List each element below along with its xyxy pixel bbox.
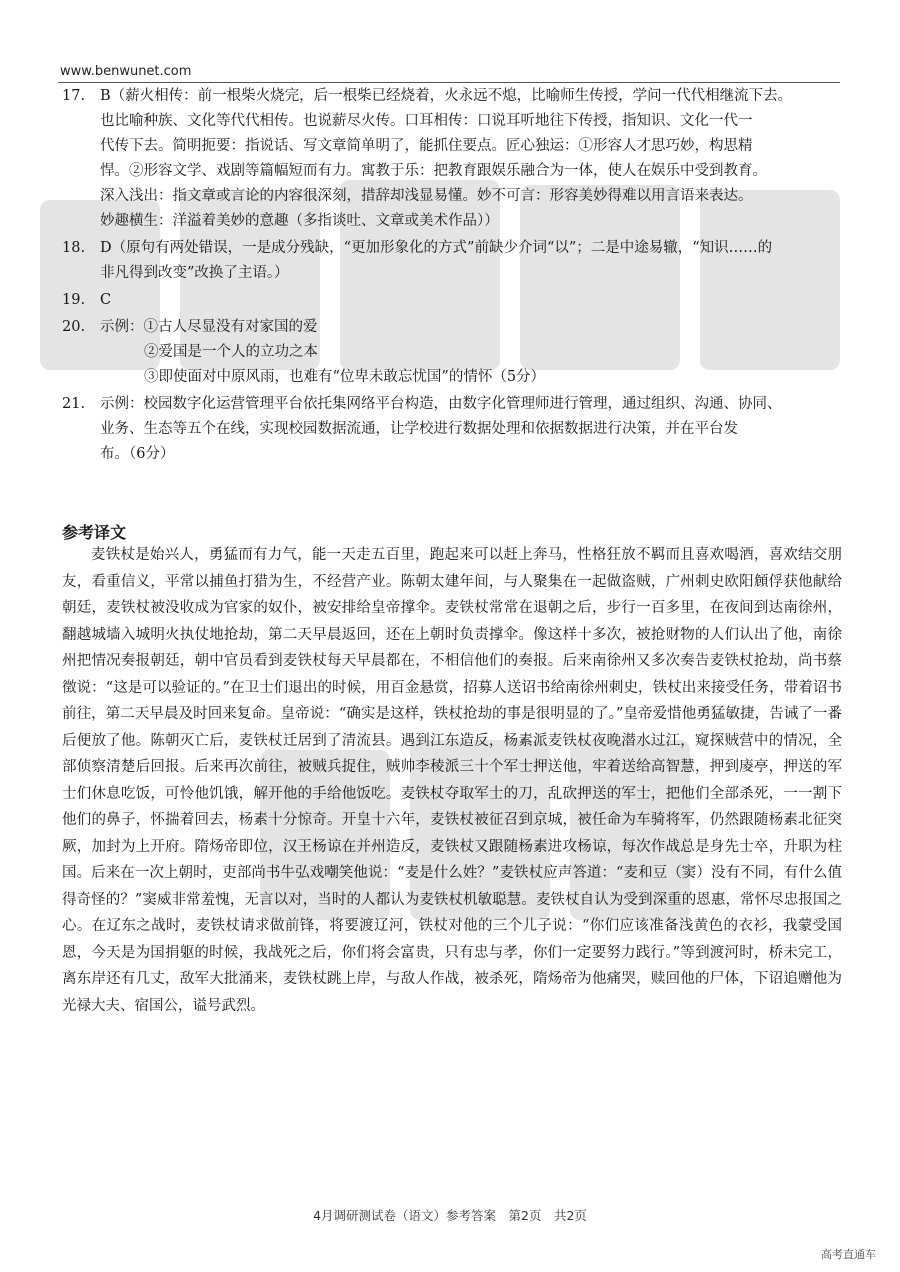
page-footer: 4月调研测试卷（语文）参考答案 第2页 共2页 — [313, 1208, 587, 1223]
answer-number: 19. — [62, 292, 86, 308]
footer-brand: 高考直通车 — [821, 1248, 876, 1261]
translation-title: 参考译文 — [62, 523, 127, 542]
answer-item-18 — [62, 236, 842, 286]
answer-line: 也比喻种族、文化等代代相传。也说薪尽火传。口耳相传：口说耳听地往下传授，指知识、文化一代一 — [100, 113, 753, 129]
answer-line: 妙趣横生：洋溢着美妙的意趣（多指谈吐、文章或美术作品）） — [100, 213, 499, 229]
header-url: www.benwunet.com — [60, 64, 192, 79]
answer-line: 代传下去。简明扼要：指说话、写文章简单明了，能抓住要点。匠心独运：①形容人才思巧妙，构思精 — [100, 138, 753, 154]
answer-line: 示例：校园数字化运营管理平台依托集网络平台构造，由数字化管理师进行管理，通过组织、沟通、协同、 — [100, 396, 782, 412]
answer-number: 18. — [62, 240, 86, 256]
answer-line: ③即使面对中原风雨，也难有“位卑未敢忘忧国”的情怀（5分） — [144, 369, 546, 385]
answer-line: 深入浅出：指文章或言论的内容很深刻，措辞却浅显易懂。妙不可言：形容美妙得难以用言语来表达。 — [100, 188, 753, 204]
answer-line: 业务、生态等五个在线，实现校园数据流通，让学校进行数据处理和依据数据进行决策，并在平台发 — [100, 421, 738, 437]
answer-line: ②爱国是一个人的立功之本 — [144, 344, 318, 360]
answer-line: 非凡得到改变”改换了主语。） — [100, 265, 289, 281]
answer-item-20 — [62, 315, 842, 390]
answer-line: C — [100, 292, 112, 308]
answer-line: 悍。②形容文学、戏剧等篇幅短而有力。寓教于乐：把教育跟娱乐融合为一体，使人在娱乐中受到教育。 — [100, 163, 767, 179]
answer-number: 20. — [62, 319, 86, 335]
translation-body: 麦铁杖是始兴人，勇猛而有力气，能一天走五百里，跑起来可以赶上奔马，性格狂放不羁而且喜欢喝酒，喜欢结交朋友，看重信义，平常以捕鱼打猎为生，不经营产业。陈朝太建年间，与人聚集在一起做盗贼，广州刺史欧阳頠俘获他献给朝廷，麦铁杖被没收成为官家的奴仆，被安排给皇帝撑伞。麦铁杖常常在退朝之后，步行一百多里，在夜间到达南徐州，翻越城墙入城明火执仗地抢劫，第二天早晨返回，还在上朝时负责撑伞。像这样十多次，被抢财物的人们认出了他，南徐州把情况奏报朝廷，朝中官员看到麦铁杖每天早晨都在，不相信他们的奏报。后来南徐州又多次奏告麦铁杖抢劫，尚书蔡徵说：“这是可以验证的。”在卫士们退出的时候，用百金悬赏，招募人送诏书给南徐州刺史，铁杖出来接受任务，带着诏书前往，第二天早晨及时回来复命。皇帝说：“确实是这样，铁杖抢劫的事是很明显的了。”皇帝爱惜他勇猛敏捷，告诫了一番后便放了他。陈朝灭亡后，麦铁杖迁居到了清流县。遇到江东造反，杨素派麦铁杖夜晚潜水过江，窥探贼营中的情况，全部侦察清楚后回报。后来再次前往，被贼兵捉住，贼帅李稜派三十个军士押送他，牢着送给高智慧，押到庱亭，押送的军士们休息吃饭，可怜他饥饿，解开他的手给他饭吃。麦铁杖夺取军士的刀，乱砍押送的军士，把他们全部杀死，一一割下他们的鼻子，怀揣着回去，杨素十分惊奇。开皇十六年，麦铁杖被征召到京城，被任命为车骑将军，仍然跟随杨素北征突厥，加封为上开府。隋炀帝即位，汉王杨谅在并州造反，麦铁杖又跟随杨素进攻杨谅，每次作战总是身先士卒，升职为柱国。后来在一次上朝时，吏部尚书牛弘戏嘲笑他说：“麦是什么姓？”麦铁杖应声答道：“麦和豆（窦）没有不同，有什么值得奇怪的？”窦威非常羞愧，无言以对，当时的人都认为麦铁杖机敏聪慧。麦铁杖自认为受到深重的恩惠，常怀尽忠报国之心。在辽东之战时，麦铁杖请求做前锋，将要渡辽河，铁杖对他的三个儿子说：“你们应该准备浅黄色的衣衫，我蒙受国恩，今天是为国捐躯的时候，我战死之后，你们将会富贵，只有忠与孝，你们一定要努力践行。”等到渡河时，桥未完工，离东岸还有几丈，敌军大批涌来，麦铁杖跳上岸，与敌人作战，被杀死，隋炀帝为他痛哭，赎回他的尸体，下诏追赠他为光禄大夫、宿国公，谥号武烈。 — [62, 547, 842, 1014]
answer-item-19 — [62, 288, 842, 313]
answer-number: 17. — [62, 88, 86, 104]
answer-line: D（原句有两处错误，一是成分残缺，“更加形象化的方式”前缺少介词“以”；二是中途易辙，“知识……的 — [100, 240, 773, 256]
answer-line: 示例：①古人尽显没有对家国的爱 — [100, 319, 318, 335]
header-rule — [58, 82, 840, 83]
answer-number: 21. — [62, 396, 86, 412]
answer-item-17 — [62, 84, 842, 234]
answer-line: 布。（6分） — [100, 446, 175, 462]
answer-item-21 — [62, 392, 842, 467]
answer-line: B（薪火相传：前一根柴火烧完，后一根柴已经烧着，火永远不熄，比喻师生传授，学问一代代相继流下去。 — [100, 88, 793, 104]
answer-list — [62, 84, 842, 467]
